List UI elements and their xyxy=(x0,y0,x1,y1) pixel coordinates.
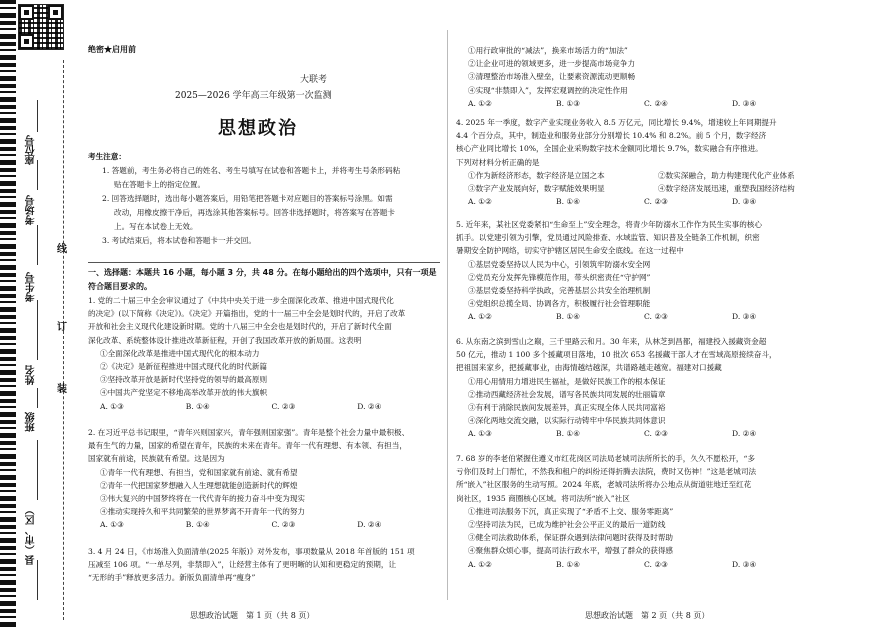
answer-b[interactable]: B. ①④ xyxy=(556,429,581,439)
answer-d[interactable]: D. ③④ xyxy=(732,312,757,322)
q-option: ④推动实现持久和平共同繁荣的世界梦离不开青年一代的努力 xyxy=(100,507,306,517)
answer-b[interactable]: B. ①④ xyxy=(556,559,581,569)
answer-row xyxy=(456,97,836,110)
field-candidate: 考生号 xyxy=(26,272,37,302)
note-line: 贴在答题卡上的指定位置。 xyxy=(114,180,206,189)
answer-row xyxy=(456,310,836,323)
q-option: ③基层党委坚持科学执政，完善基层公共安全治理机制 xyxy=(468,286,651,296)
answer-a[interactable]: A. ①② xyxy=(468,559,492,569)
q-stem: 的决定》(以下简称《决定》)。《决定》开篇指出，党的十一届三中全会是划时代的，开启了改革 xyxy=(88,309,406,319)
q-stem: 4. 2025 年一季度，数字产业实现业务收入 8.5 万亿元，同比增长 9.4%，增速较上年同期提升 xyxy=(456,118,777,127)
q-option: ①青年一代有理想、有担当，党和国家就有前途、就有希望 xyxy=(100,467,298,477)
barcode-strip xyxy=(0,0,16,630)
q-option: ④数字经济发展迅速，重塑我国经济结构 xyxy=(658,184,795,194)
answer-b[interactable]: B. ①④ xyxy=(556,197,581,207)
field-room: 考场号 xyxy=(26,195,37,225)
q-stem: 所“嵌入”社区服务的生动写照。2024 年底，老城司法所将办公地点从街道驻地迁至红花 xyxy=(456,480,752,490)
q-option: ③健全司法救助体系，保证群众遇到法律问题时获得及时帮助 xyxy=(468,533,674,543)
exam-notes xyxy=(88,150,443,248)
answer-a[interactable]: A. ①② xyxy=(468,197,492,207)
subject-title: 思想政治 xyxy=(218,118,298,139)
q-stem: 国家就有前途，民族就有希望。这是因为 xyxy=(88,454,225,464)
separator xyxy=(88,262,440,263)
q-option: ③数字产业发展向好，数字赋能效果明显 xyxy=(468,184,605,194)
answer-c[interactable]: C. ②④ xyxy=(644,98,668,108)
answer-d[interactable]: D. ②④ xyxy=(357,401,382,411)
answer-a[interactable]: A. ①③ xyxy=(100,401,124,411)
q-option: ④聚焦群众烦心事，提高司法行政水平，增强了群众的获得感 xyxy=(468,546,674,556)
answer-a[interactable]: A. ①③ xyxy=(100,520,124,530)
answer-c[interactable]: C. ②③ xyxy=(644,312,668,322)
cut-mark-line: 线 xyxy=(57,244,67,255)
q-option: ①作为新经济形态，数字经济是立国之本 xyxy=(468,170,605,180)
answer-d[interactable]: D. ③④ xyxy=(732,197,757,207)
q-stem: 4.4 个百分点，其中，制造业和服务业部分分别增长 10.4% 和 8.2%。前 5 个月，数字经济 xyxy=(456,131,767,141)
q-option: ③清理整治市场准入壁垒，让要素资源流动更顺畅 xyxy=(468,72,636,82)
q-option: ①全面深化改革是推进中国式现代化的根本动力 xyxy=(100,348,260,358)
q-stem: 抓手。以党建引领为引擎，党员通过风险排查、水域监管、知识普及全链条工作机制，织密 xyxy=(456,233,760,243)
q-option: ①用行政审批的“减法”，换来市场活力的“加法” xyxy=(468,46,628,55)
question-7 xyxy=(456,452,836,571)
secret-label: 绝密★启用前 xyxy=(88,44,136,54)
answer-b[interactable]: B. ①④ xyxy=(185,401,210,411)
question-3 xyxy=(88,545,443,585)
q-option: ③有利于消除民族间发展差异，真正实现全体人民共同富裕 xyxy=(468,403,666,413)
note-line: 1. 答题前，考生务必将自己的姓名、考生号填写在试卷和答题卡上，并将考生号条形码粘 xyxy=(102,166,401,175)
note-line: 3. 考试结束后，将本试卷和答题卡一并交回。 xyxy=(102,236,256,245)
answer-a[interactable]: A. ①② xyxy=(468,98,492,108)
qr-code xyxy=(18,4,64,50)
q-stem: 核心产业同比增长 10%，全国企业采购数字技术金额同比增长 9.7%，数实融合有序推进。 xyxy=(456,144,763,154)
answer-d[interactable]: D. ②④ xyxy=(732,429,757,439)
question-4 xyxy=(456,116,836,208)
field-class: 班级 xyxy=(26,412,37,432)
question-2 xyxy=(88,426,443,532)
question-5 xyxy=(456,218,836,324)
footer-left: 思想政治试题 第 1 页（共 8 页） xyxy=(190,611,315,620)
answer-a[interactable]: A. ①② xyxy=(468,312,492,322)
answer-row xyxy=(456,558,836,571)
footer-right: 思想政治试题 第 2 页（共 8 页） xyxy=(585,611,710,620)
q-option: ②党员充分发挥先锋模范作用，带头织密责任“守护网” xyxy=(468,272,651,282)
q-option: ②数实深融合，助力构建现代化产业体系 xyxy=(658,170,795,180)
page-divider xyxy=(447,30,448,600)
answer-row xyxy=(88,400,443,413)
q-stem: 最有生气的力量，国家的希望在青年，民族的未来在青年。青年一代有理想、有本领、有担当， xyxy=(88,441,407,451)
answer-c[interactable]: C. ②③ xyxy=(644,559,668,569)
note-line: 改动，用橡皮擦干净后，再选涂其他答案标号。回答非选择题时，将答案写在答题卡 xyxy=(114,208,395,217)
answer-c[interactable]: C. ②③ xyxy=(644,197,668,207)
q-option: ①用心用情用力增进民生福祉，是做好民族工作的根本保证 xyxy=(468,376,666,386)
binding-margin xyxy=(0,0,72,630)
field-seat: 座位号 xyxy=(26,135,37,165)
q-stem: 3. 4 月 24 日，《市场准入负面清单(2025 年版)》对外发布，事项数量从 2018 年首版的 151 项 xyxy=(88,547,415,556)
q-stem: 50 亿元，推动 1 100 多个援藏项目落地，10 批次 653 名援藏干部人才在雪域高原接续奋斗， xyxy=(456,350,777,360)
q-option: ②推动西藏经济社会发展，谱写各民族共同发展的壮丽篇章 xyxy=(468,389,666,399)
answer-d[interactable]: D. ③④ xyxy=(732,98,757,108)
answer-row xyxy=(456,427,836,440)
q-option: ④党组织总揽全局、协调各方，积极履行社会管理职能 xyxy=(468,299,651,309)
q-stem: “无形的手”释放更多活力。新版负面清单再“瘦身” xyxy=(88,573,256,583)
exam-title: 大联考 xyxy=(300,75,328,85)
note-line: 上。写在本试卷上无效。 xyxy=(114,222,198,231)
q-stem: 暑期安全防护网络，切实守护辖区居民生命安全底线。在这一过程中 xyxy=(456,246,684,256)
question-3-options xyxy=(456,44,836,110)
q-stem: 岗社区，1935 商圈核心区域。将司法所“嵌入”社区 xyxy=(456,493,630,503)
cut-mark-bind: 装 xyxy=(57,384,67,395)
q-option: ④中国共产党坚定不移地高举改革开放的伟大旗帜 xyxy=(100,388,268,398)
section-heading: 一、选择题：本题共 16 小题，每小题 3 分，共 48 分。在每小题给出的四个选项中，只有一项是符合题目要求的。 xyxy=(88,268,437,291)
q-stem: 亏你们及时上门帮忙，不然我和租户的纠纷还得折腾去法院，费时又伤神！”这是老城司法 xyxy=(456,467,757,477)
q-stem: 开放和社会主义现代化建设新时期。党的十八届三中全会也是划时代的，开启了新时代全面 xyxy=(88,322,392,332)
answer-c[interactable]: C. ②③ xyxy=(271,401,296,411)
q-stem: 压减至 106 项。“一单尽列，非禁即入”，让经营主体有了更明晰的认知和更稳定的预期，让 xyxy=(88,560,397,570)
q-stem: 把祖国来家乡，把援藏事业，由海情越结越深，共谱路越走越宽。福建对口援藏 xyxy=(456,363,722,373)
notes-title: 考生注意： xyxy=(88,152,126,161)
q-stem: 2. 在习近平总书记眼里，“青年兴则国家兴，青年强则国家强”。青年是整个社会力量中最积极、 xyxy=(88,428,410,437)
q-stem: 5. 近年来，某社区党委紧扣“生命至上”安全理念，将青少年防溺水工作作为民生实事的核心 xyxy=(456,220,762,229)
q-stem: 下列对材料分析正确的是 xyxy=(456,157,540,167)
q-stem: 深化改革、系统整体设计推进改革新征程，开创了我国改革开放的新局面。这表明 xyxy=(88,335,362,345)
answer-c[interactable]: C. ②③ xyxy=(644,429,668,439)
answer-b[interactable]: B. ①④ xyxy=(556,312,581,322)
q-stem: 1. 党的二十届三中全会审议通过了《中共中央关于进一步全面深化改革、推进中国式现代化 xyxy=(88,296,394,305)
answer-d[interactable]: D. ②④ xyxy=(357,520,382,530)
q-stem: 7. 68 岁的李老伯紧握住遵义市红花岗区司法局老城司法所所长的手，久久不愿松开，“多 xyxy=(456,454,755,463)
q-option: ③伟大复兴的中国梦终将在一代代青年的接力奋斗中变为现实 xyxy=(100,494,306,504)
q-option: ④深化两地交流交融，以实际行动铸牢中华民族共同体意识 xyxy=(468,416,666,426)
q-option: ①基层党委坚持以人民为中心，引领筑牢防溺水安全网 xyxy=(468,259,651,269)
answer-d[interactable]: D. ③④ xyxy=(732,559,757,569)
answer-c[interactable]: C. ②③ xyxy=(271,520,296,530)
q-option: ④实现“非禁即入”，发挥宏观调控的决定性作用 xyxy=(468,85,628,95)
answer-row xyxy=(456,195,836,208)
q-stem: 6. 从东南之滨到雪山之巅，三千里路云和月。30 年来，从林芝到昌都，福建投入援藏资金超 xyxy=(456,337,767,346)
term-title: 2025—2026 学年高三年级第一次监测 xyxy=(175,91,332,101)
q-option: ②《决定》是新征程推进中国式现代化的时代新篇 xyxy=(100,362,268,372)
note-line: 2. 回答选择题时，选出每小题答案后，用铅笔把答题卡对应题目的答案标号涂黑。如需 xyxy=(102,194,393,203)
q-option: ①推进司法服务下沉，真正实现了“矛盾不上交、服务零距离” xyxy=(468,506,674,516)
answer-a[interactable]: A. ①③ xyxy=(468,429,492,439)
q-option: ②坚持司法为民，已成为维护社会公平正义的最后一道防线 xyxy=(468,520,666,530)
field-name: 姓名 xyxy=(26,365,37,385)
field-county: 县（市、区） xyxy=(26,505,37,565)
question-1 xyxy=(88,294,443,413)
question-6 xyxy=(456,335,836,441)
q-option: ②青年一代把国家梦想融入人生理想就能创造新时代的辉煌 xyxy=(100,480,298,490)
q-option: ③坚持改革开放是新时代坚持党的领导的最高原则 xyxy=(100,375,268,385)
q-option: ②让企业可进的领域更多，进一步提高市场竞争力 xyxy=(468,59,636,69)
answer-b[interactable]: B. ①③ xyxy=(556,98,581,108)
cut-mark-staple: 订 xyxy=(57,322,67,333)
answer-row xyxy=(88,518,443,531)
answer-b[interactable]: B. ①④ xyxy=(185,520,210,530)
